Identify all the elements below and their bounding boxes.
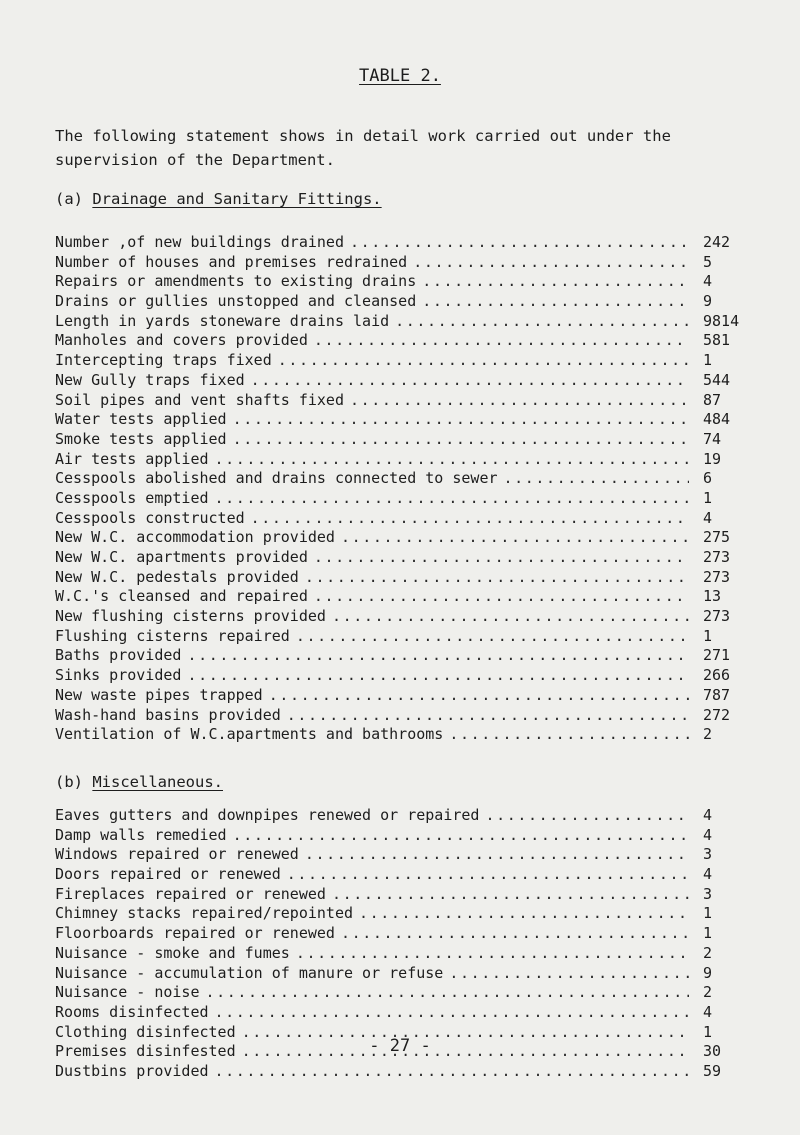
section-a-marker: (a) [55, 190, 83, 208]
section-a-heading [55, 190, 382, 208]
dot-leader [287, 865, 689, 883]
dot-leader [215, 450, 689, 468]
item-value: 3 [703, 845, 713, 864]
item-value: 19 [703, 449, 722, 468]
item-value: 4 [703, 508, 713, 527]
item-label: Length in yards stoneware drains laid [55, 311, 390, 330]
dot-leader [187, 666, 689, 684]
dot-leader [332, 607, 689, 625]
list-item [55, 706, 755, 726]
dot-leader [350, 233, 689, 251]
list-item [55, 272, 755, 292]
list-item [55, 666, 755, 686]
item-label: Fireplaces repaired or renewed [55, 884, 326, 903]
item-value: 787 [703, 685, 731, 704]
item-value: 59 [703, 1061, 722, 1080]
item-value: 273 [703, 607, 731, 626]
intro-paragraph: The following statement shows in detail work carried out under the supervision of the Department. [55, 127, 671, 169]
item-label: Wash-hand basins provided [55, 705, 281, 724]
item-value: 544 [703, 370, 731, 389]
item-value: 9814 [703, 311, 740, 330]
item-label: Rooms disinfected [55, 1002, 209, 1021]
dot-leader [314, 587, 689, 605]
dot-leader [215, 1062, 689, 1080]
item-label: New waste pipes trapped [55, 685, 263, 704]
dot-leader [269, 686, 689, 704]
list-item [55, 904, 755, 924]
list-item [55, 826, 755, 846]
item-label: Number of houses and premises redrained [55, 252, 408, 271]
item-value: 1 [703, 904, 713, 923]
item-value: 242 [703, 233, 731, 251]
list-item [55, 509, 755, 529]
item-value: 273 [703, 567, 731, 586]
list-item [55, 587, 755, 607]
item-label: New W.C. accommodation provided [55, 528, 335, 547]
list-item [55, 568, 755, 588]
dot-leader [395, 312, 689, 330]
item-value: 271 [703, 646, 731, 665]
list-item [55, 430, 755, 450]
item-label: Doors repaired or renewed [55, 865, 281, 884]
list-item [55, 944, 755, 964]
item-label: Air tests applied [55, 449, 209, 468]
list-item [55, 983, 755, 1003]
section-a-list [55, 233, 755, 745]
dot-leader [485, 806, 689, 824]
item-label: Dustbins provided [55, 1061, 209, 1080]
table-title-text: TABLE 2. [359, 66, 441, 86]
list-item [55, 528, 755, 548]
dot-leader [296, 944, 689, 962]
list-item [55, 469, 755, 489]
item-value: 4 [703, 865, 713, 884]
list-item [55, 607, 755, 627]
item-label: Water tests applied [55, 410, 227, 429]
item-value: 2 [703, 725, 713, 744]
list-item [55, 391, 755, 411]
item-value: 9 [703, 292, 713, 311]
item-value: 4 [703, 825, 713, 844]
dot-leader [413, 253, 689, 271]
item-label: Nuisance - noise [55, 983, 200, 1002]
item-label: New W.C. apartments provided [55, 548, 308, 566]
list-item [55, 806, 755, 826]
item-value: 1 [703, 351, 713, 370]
item-value: 1 [703, 924, 713, 943]
dot-leader [215, 1003, 689, 1021]
list-item [55, 233, 755, 253]
item-label: Number ,of new buildings drained [55, 233, 344, 251]
item-value: 484 [703, 410, 731, 429]
dot-leader [341, 528, 689, 546]
dot-leader [422, 272, 689, 290]
item-label: Damp walls remedied [55, 825, 227, 844]
list-item [55, 312, 755, 332]
item-label: Intercepting traps fixed [55, 351, 272, 370]
list-item [55, 450, 755, 470]
item-value: 581 [703, 331, 731, 350]
list-item [55, 646, 755, 666]
item-value: 5 [703, 252, 713, 271]
item-label: Drains or gullies unstopped and cleansed [55, 292, 417, 311]
item-label: W.C.'s cleansed and repaired [55, 587, 308, 606]
item-label: Nuisance - smoke and fumes [55, 943, 290, 962]
item-label: Cesspools emptied [55, 488, 209, 507]
list-item [55, 253, 755, 273]
dot-leader [341, 924, 689, 942]
item-label: New Gully traps fixed [55, 370, 245, 389]
item-value: 273 [703, 548, 731, 566]
list-item [55, 292, 755, 312]
item-label: Sinks provided [55, 666, 182, 685]
list-item [55, 1062, 755, 1082]
list-item [55, 410, 755, 430]
item-value: 4 [703, 806, 713, 824]
item-value: 266 [703, 666, 731, 685]
dot-leader [233, 430, 689, 448]
dot-leader [504, 469, 689, 487]
page-number: - 27 - [369, 1036, 431, 1056]
item-label: Cesspools abolished and drains connected to sewer [55, 469, 498, 488]
item-label: Chimney stacks repaired/repointed [55, 904, 354, 923]
item-value: 1 [703, 488, 713, 507]
dot-leader [278, 351, 689, 369]
dot-leader [305, 568, 689, 586]
list-item [55, 725, 755, 745]
list-item [55, 924, 755, 944]
item-label: Ventilation of W.C.apartments and bathrooms [55, 725, 444, 744]
list-item [55, 331, 755, 351]
item-value: 9 [703, 963, 713, 982]
item-label: Flushing cisterns repaired [55, 626, 290, 645]
dot-leader [206, 983, 690, 1001]
dot-leader [314, 331, 689, 349]
item-value: 87 [703, 390, 722, 409]
dot-leader [215, 489, 689, 507]
item-value: 272 [703, 705, 731, 724]
list-item [55, 627, 755, 647]
list-item [55, 489, 755, 509]
list-item [55, 1003, 755, 1023]
item-label: Eaves gutters and downpipes renewed or repaired [55, 806, 480, 824]
item-value: 2 [703, 943, 713, 962]
section-b-heading [55, 773, 223, 791]
item-value: 1 [703, 1022, 713, 1041]
item-value: 4 [703, 272, 713, 291]
dot-leader [422, 292, 689, 310]
list-item [55, 845, 755, 865]
item-label: New W.C. pedestals provided [55, 567, 299, 586]
item-label: Smoke tests applied [55, 429, 227, 448]
section-a-title: Drainage and Sanitary Fittings. [92, 190, 382, 208]
section-b-marker: (b) [55, 773, 83, 791]
list-item [55, 548, 755, 568]
dot-leader [305, 845, 689, 863]
item-value: 6 [703, 469, 713, 488]
item-label: New flushing cisterns provided [55, 607, 326, 626]
item-label: Clothing disinfected [55, 1022, 236, 1041]
item-label: Nuisance - accumulation of manure or refuse [55, 963, 444, 982]
item-label: Baths provided [55, 646, 182, 665]
item-value: 3 [703, 884, 713, 903]
dot-leader [187, 646, 689, 664]
list-item [55, 885, 755, 905]
dot-leader [332, 885, 689, 903]
dot-leader [296, 627, 689, 645]
list-item [55, 371, 755, 391]
dot-leader [449, 725, 689, 743]
list-item [55, 351, 755, 371]
item-label: Floorboards repaired or renewed [55, 924, 335, 943]
dot-leader [449, 964, 689, 982]
list-item [55, 964, 755, 984]
dot-leader [350, 391, 689, 409]
item-value: 1 [703, 626, 713, 645]
item-value: 4 [703, 1002, 713, 1021]
item-value: 30 [703, 1042, 722, 1061]
table-title [0, 66, 800, 86]
item-value: 275 [703, 528, 731, 547]
dot-leader [314, 548, 689, 566]
list-item [55, 865, 755, 885]
item-label: Premises disinfested [55, 1042, 236, 1061]
item-value: 13 [703, 587, 722, 606]
item-label: Cesspools constructed [55, 508, 245, 527]
dot-leader [359, 904, 689, 922]
dot-leader [287, 706, 689, 724]
dot-leader [233, 826, 689, 844]
item-label: Manholes and covers provided [55, 331, 308, 350]
item-value: 2 [703, 983, 713, 1002]
list-item [55, 686, 755, 706]
dot-leader [251, 509, 689, 527]
item-label: Windows repaired or renewed [55, 845, 299, 864]
item-label: Soil pipes and vent shafts fixed [55, 390, 344, 409]
item-value: 74 [703, 429, 722, 448]
section-b-title: Miscellaneous. [92, 773, 223, 791]
dot-leader [233, 410, 689, 428]
item-label: Repairs or amendments to existing drains [55, 272, 417, 291]
dot-leader [251, 371, 689, 389]
